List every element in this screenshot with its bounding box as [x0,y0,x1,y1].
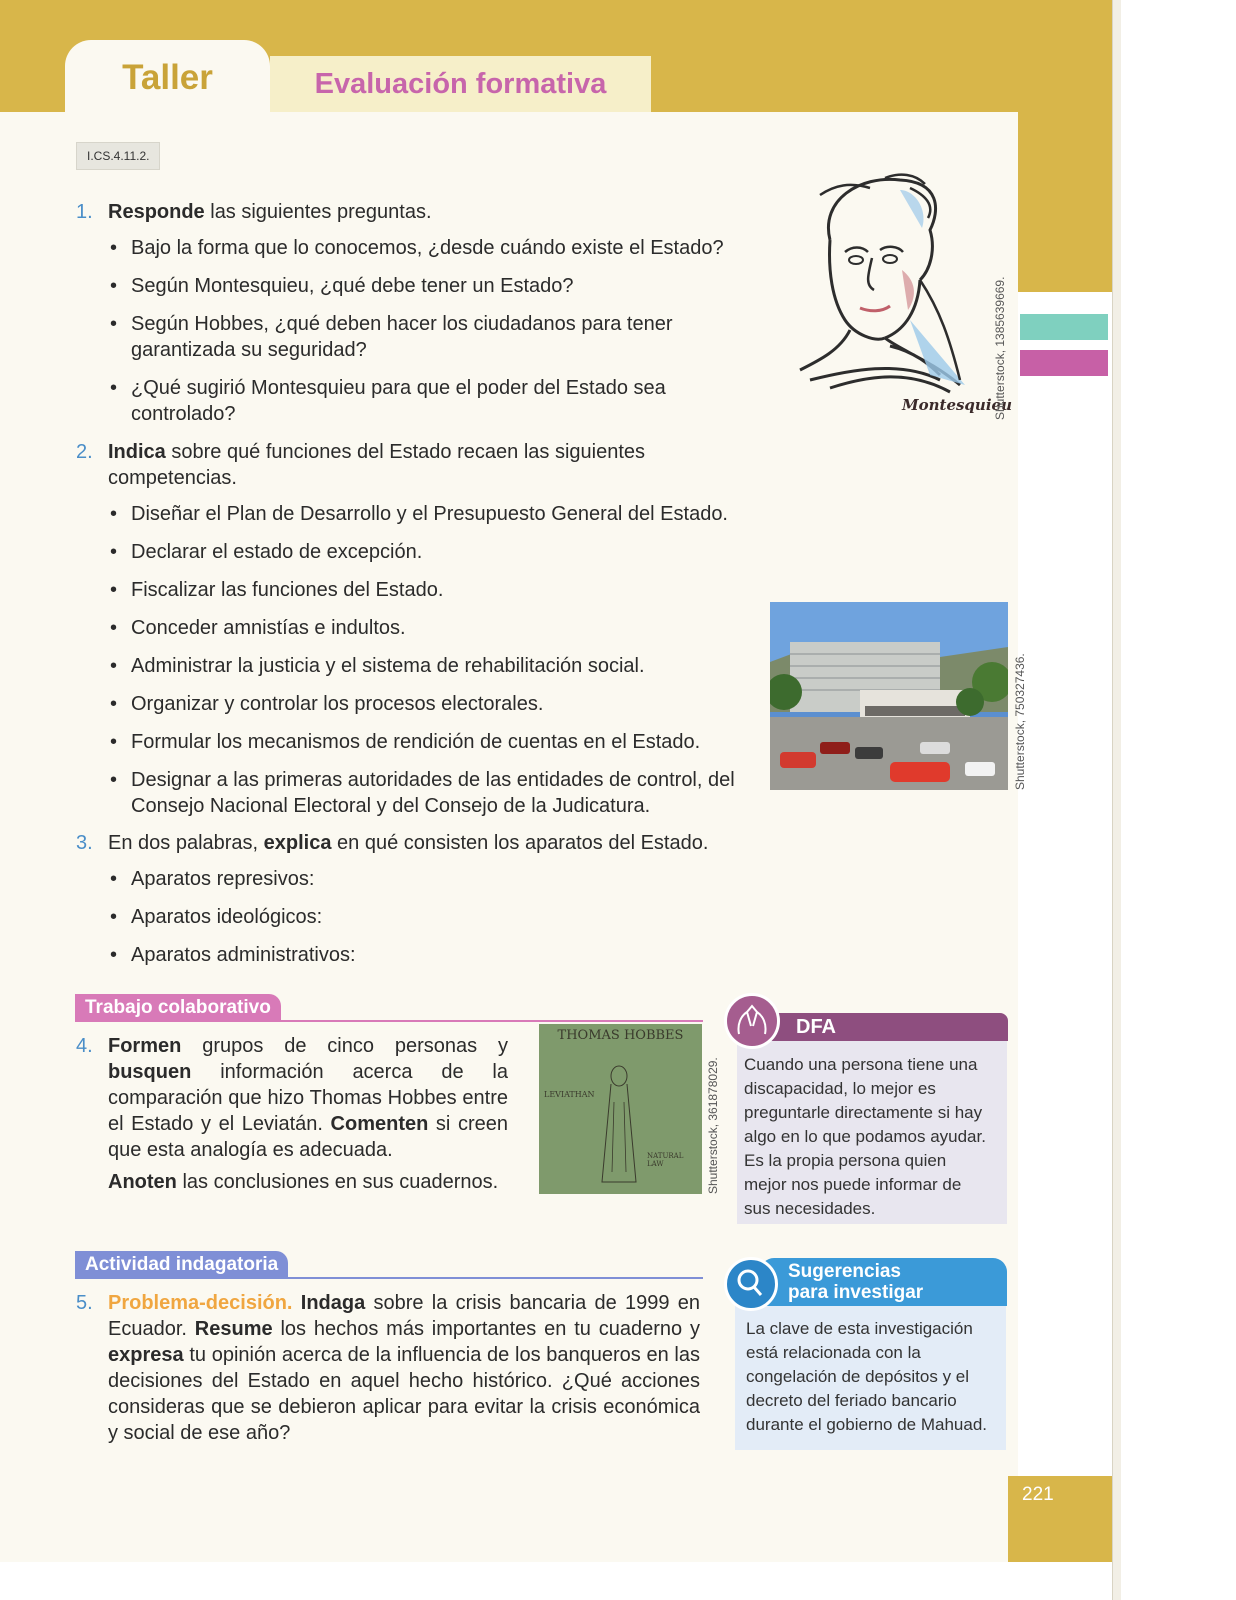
sugerencias-title-line1: Sugerencias [788,1261,901,1282]
list-item: • Conceder amnistías e indultos. [108,615,748,641]
image-credit-building: Shutterstock, 750327436. [1013,653,1027,790]
teal-tab-marker [1020,314,1108,340]
question-number: 3. [76,832,93,854]
question-number: 1. [76,201,93,223]
list-item: • Según Hobbes, ¿qué deben hacer los ciudadanos para tener garantizada su seguridad? [108,311,768,363]
question-number: 4. [76,1035,93,1057]
list-item: • Bajo la forma que lo conocemos, ¿desde cuándo existe el Estado? [108,235,768,261]
list-item: • Designar a las primeras autoridades de las entidades de control, del Consejo Nacional Electoral y del Consejo de la Judicatura. [108,767,748,819]
list-item: • Aparatos administrativos: [108,942,728,968]
question-text: las siguientes preguntas. [204,201,432,223]
hobbes-figure [594,1062,644,1187]
question-verb: Indica [108,441,166,463]
problema-decision-tag: Problema-decisión. [108,1292,293,1314]
section-label: Trabajo colaborativo [75,994,281,1022]
question-verb: Indaga [300,1292,366,1314]
question-text: sobre qué funciones del Estado recaen las siguientes competencias. [108,441,645,489]
montesquieu-portrait [790,170,990,395]
question-text: tu opinión acerca de la influencia de los banqueros en las decisiones del Estado en aquel hecho histórico. ¿Qué acciones consideras que se debieron aplicar para evitar la crisis económica y social de ese año? [108,1344,700,1444]
list-item: • Formular los mecanismos de rendición de cuentas en el Estado. [108,729,748,755]
image-credit-book: Shutterstock, 361878029. [706,1057,720,1194]
question-verb: Comenten [330,1113,429,1135]
portrait-caption: Montesquieu [902,396,1012,414]
government-building-photo [770,602,1008,790]
pink-tab-marker [1020,350,1108,376]
question-text: sobre la crisis bancaria de 1999 en Ecuador. [108,1292,700,1340]
section-label: Actividad indagatoria [75,1251,288,1279]
tab-taller: Taller [65,40,270,115]
question-4 [76,1033,509,1195]
question-verb: busquen [108,1061,192,1083]
question-text: las conclusiones en sus cuadernos. [176,1171,499,1193]
list-item: • Administrar la justicia y el sistema de rehabilitación social. [108,653,748,679]
indicator-code-badge: I.CS.4.11.2. [76,142,160,170]
dfa-text: Cuando una persona tiene una discapacidad, lo mejor es preguntarle directamente si hay algo en lo que podamos ayudar. Es la propia persona quien mejor nos puede informar de sus necesidades. [744,1055,986,1218]
question-verb: Formen [108,1035,182,1057]
image-credit-portrait: Shutterstock, 1385639669. [993,276,1007,420]
magnifier-icon [724,1257,778,1311]
question-verb: expresa [108,1344,184,1366]
question-1 [76,199,768,439]
dfa-title: DFA [796,1016,836,1038]
question-text: grupos de cinco personas y [181,1035,508,1057]
list-item: • Organizar y controlar los procesos electorales. [108,691,748,717]
question-verb: Responde [108,201,205,223]
question-verb: Anoten [108,1171,177,1193]
right-margin-band [1018,112,1112,292]
book-label-right: NATURAL LAW [647,1152,684,1168]
question-text: en qué consisten los aparatos del Estado. [331,832,709,854]
list-item: • ¿Qué sugirió Montesquieu para que el poder del Estado sea controlado? [108,375,768,427]
question-number: 2. [76,441,93,463]
question-verb: Resume [194,1318,273,1340]
question-text: los hechos más importantes en tu cuaderno y [272,1318,700,1340]
bullet-list [108,866,728,968]
page-edge [1112,0,1121,1600]
question-5 [76,1290,700,1446]
question-number: 5. [76,1292,93,1314]
hands-icon [724,993,780,1049]
sugerencias-text: La clave de esta investigación está relacionada con la congelación de depósitos y el decreto del feriado bancario durante el gobierno de Mahuad. [746,1319,988,1434]
list-item: • Aparatos represivos: [108,866,728,892]
question-text-pre: En dos palabras, [108,832,264,854]
bullet-list [108,235,768,427]
page-number: 221 [1022,1484,1054,1505]
list-item: • Diseñar el Plan de Desarrollo y el Presupuesto General del Estado. [108,501,748,527]
question-verb: explica [263,832,332,854]
sugerencias-title [788,1261,923,1303]
hobbes-book-cover [539,1024,702,1194]
question-3 [76,830,728,980]
question-text: información acerca de la comparación que hizo Thomas Hobbes entre el Estado y el Leviatán. [108,1061,508,1135]
question-text: si creen que esta analogía es adecuada. [108,1113,509,1161]
book-label-left: LEVIATHAN [544,1090,595,1099]
trabajo-colaborativo-header [75,994,703,1022]
tab-evaluacion-formativa: Evaluación formativa [270,56,651,112]
book-title: THOMAS HOBBES [557,1028,684,1043]
list-item: • Declarar el estado de excepción. [108,539,748,565]
actividad-indagatoria-header [75,1251,703,1279]
sugerencias-title-line2: para investigar [788,1282,924,1303]
bullet-list [108,501,748,819]
list-item: • Aparatos ideológicos: [108,904,728,930]
list-item: • Fiscalizar las funciones del Estado. [108,577,748,603]
question-2 [76,439,748,831]
list-item: • Según Montesquieu, ¿qué debe tener un Estado? [108,273,768,299]
question-4-followup [108,1169,508,1195]
